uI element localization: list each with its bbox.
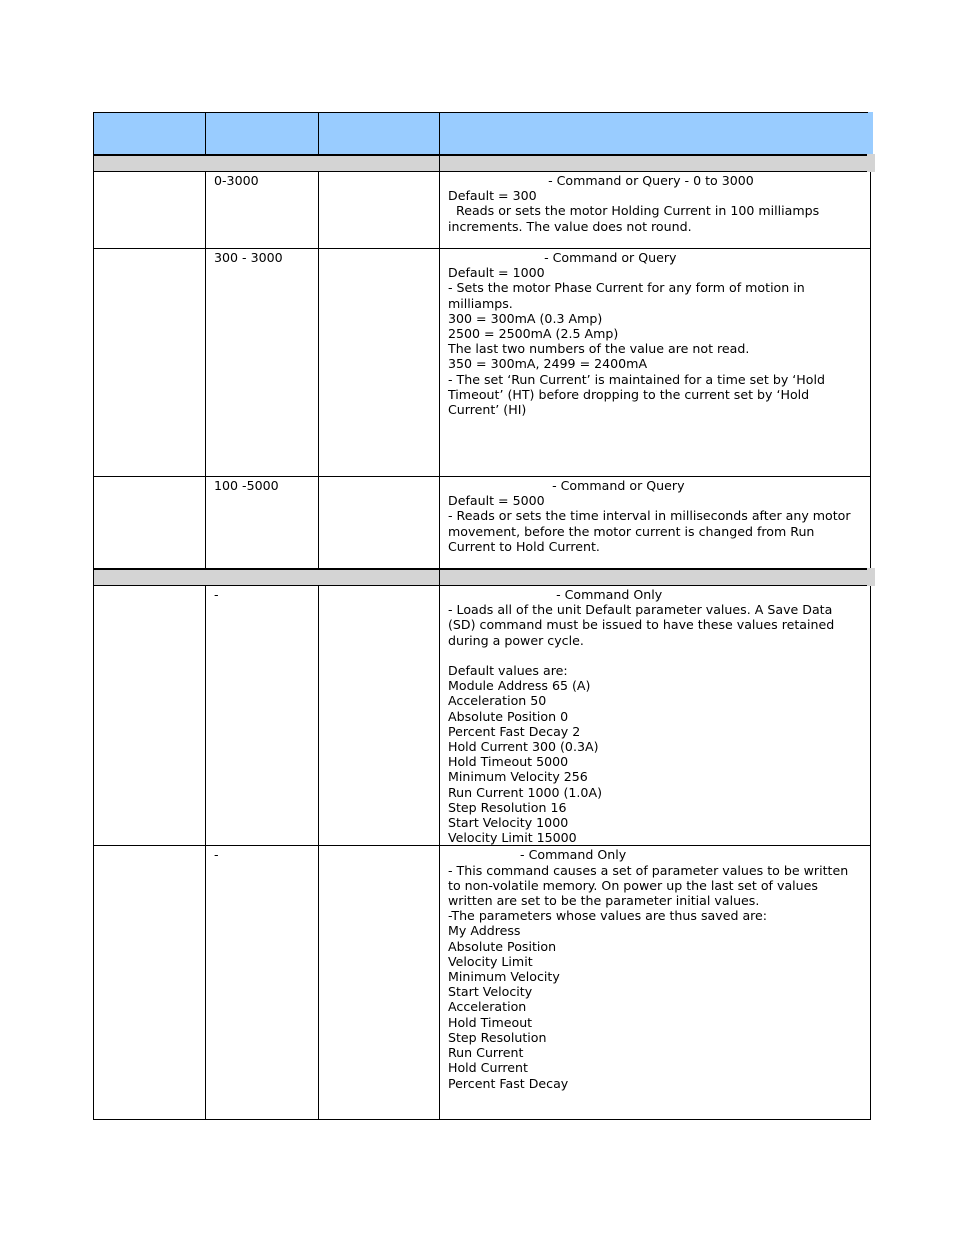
description-line: Minimum Velocity 256 [448,769,588,785]
description-line: Default values are: [448,663,568,679]
description-line: Default = 5000 [448,493,545,509]
description-line: Default = 300 [448,188,537,204]
description-line: Percent Fast Decay 2 [448,723,581,739]
table-row [94,249,871,477]
table-row [94,586,871,846]
command-cell [94,172,206,249]
description-line: Hold Current [448,1060,528,1076]
description-line: Percent Fast Decay [448,1075,569,1091]
range-cell [206,249,319,477]
description-line: Minimum Velocity [448,969,560,985]
description-line: Hold Current 300 (0.3A) [448,739,599,755]
description-line: - The set ‘Run Current’ is maintained for a time set by ‘Hold [448,371,825,387]
description-cell [440,586,871,846]
description-line: Current’ (HI) [448,402,527,418]
section-cell [440,569,871,586]
description-line: 350 = 300mA, 2499 = 2400mA [448,356,648,372]
command-cell [94,477,206,570]
section-row [94,155,871,172]
header-cell [94,113,206,156]
header-cell [319,113,440,156]
description-line: Velocity Limit 15000 [448,830,577,846]
units-cell [319,586,440,846]
table-row [94,846,871,1120]
range-cell [206,586,319,846]
description-line: to non-volatile memory. On power up the last set of values [448,877,818,893]
description-line: My Address [448,923,521,939]
description-line: movement, before the motor current is changed from Run [448,523,815,539]
description-line: - Loads all of the unit Default parameter values. A Save Data [448,602,833,618]
description-line: (SD) command must be issued to have these values retained [448,617,835,633]
description-line: Step Resolution [448,1029,547,1045]
header-cell [206,113,319,156]
description-cell [440,477,871,570]
description-title: - Command or Query [448,478,685,493]
description-line: Start Velocity [448,984,533,1000]
description-line: Run Current [448,1045,524,1061]
description-line: Current to Hold Current. [448,538,600,554]
description-line: written are set to be the parameter initial values. [448,893,760,909]
description-line: -The parameters whose values are thus saved are: [448,908,768,924]
section-row [94,569,871,586]
range-cell [206,846,319,1120]
description-line: during a power cycle. [448,632,584,648]
description-title: - Command Only [448,847,627,863]
description-line: Default = 1000 [448,265,545,281]
description-line [448,648,870,663]
range-text: - [214,847,219,863]
range-cell [206,172,319,249]
header-row [94,113,871,156]
description-line: 300 = 300mA (0.3 Amp) [448,310,603,326]
section-cell [440,155,871,172]
description-line: Start Velocity 1000 [448,815,569,831]
description-line: Absolute Position 0 [448,708,569,724]
description-line: Step Resolution 16 [448,799,567,815]
description-cell [440,172,871,249]
command-cell [94,586,206,846]
description-line: Timeout’ (HT) before dropping to the current set by ‘Hold [448,386,810,402]
description-title: - Command Only [448,587,663,602]
description-line: Acceleration 50 [448,693,547,709]
units-cell [319,477,440,570]
command-cell [94,846,206,1120]
units-cell [319,846,440,1120]
table-row [94,172,871,249]
description-line: Hold Timeout 5000 [448,754,569,770]
description-title: - Command or Query [448,250,677,265]
command-cell [94,249,206,477]
table-row [94,477,871,570]
range-text: - [214,587,219,602]
command-table [93,112,875,1120]
description-title: - Command or Query - 0 to 3000 [448,173,754,188]
units-cell [319,249,440,477]
description-line: The last two numbers of the value are not read. [448,341,750,357]
description-line: Velocity Limit [448,953,533,969]
range-text: 100 -5000 [214,478,279,493]
section-cell [94,569,440,586]
range-text: 0-3000 [214,173,259,188]
description-cell [440,249,871,477]
range-text: 300 - 3000 [214,250,283,265]
description-line: - This command causes a set of parameter values to be written [448,862,849,878]
description-cell [440,846,871,1120]
description-line: 2500 = 2500mA (2.5 Amp) [448,326,619,342]
description-line: - Sets the motor Phase Current for any form of motion in [448,280,805,296]
description-line: Acceleration [448,999,527,1015]
description-line: Absolute Position [448,938,557,954]
section-cell [94,155,440,172]
description-line: milliamps. [448,295,513,311]
units-cell [319,172,440,249]
range-cell [206,477,319,570]
description-line: increments. The value does not round. [448,218,692,234]
description-line: - Reads or sets the time interval in milliseconds after any motor [448,508,851,524]
description-line: Hold Timeout [448,1014,533,1030]
description-line: Module Address 65 (A) [448,678,591,694]
description-line: Reads or sets the motor Holding Current in 100 milliamps [448,203,820,219]
description-line: Run Current 1000 (1.0A) [448,784,602,800]
header-cell [440,113,871,156]
